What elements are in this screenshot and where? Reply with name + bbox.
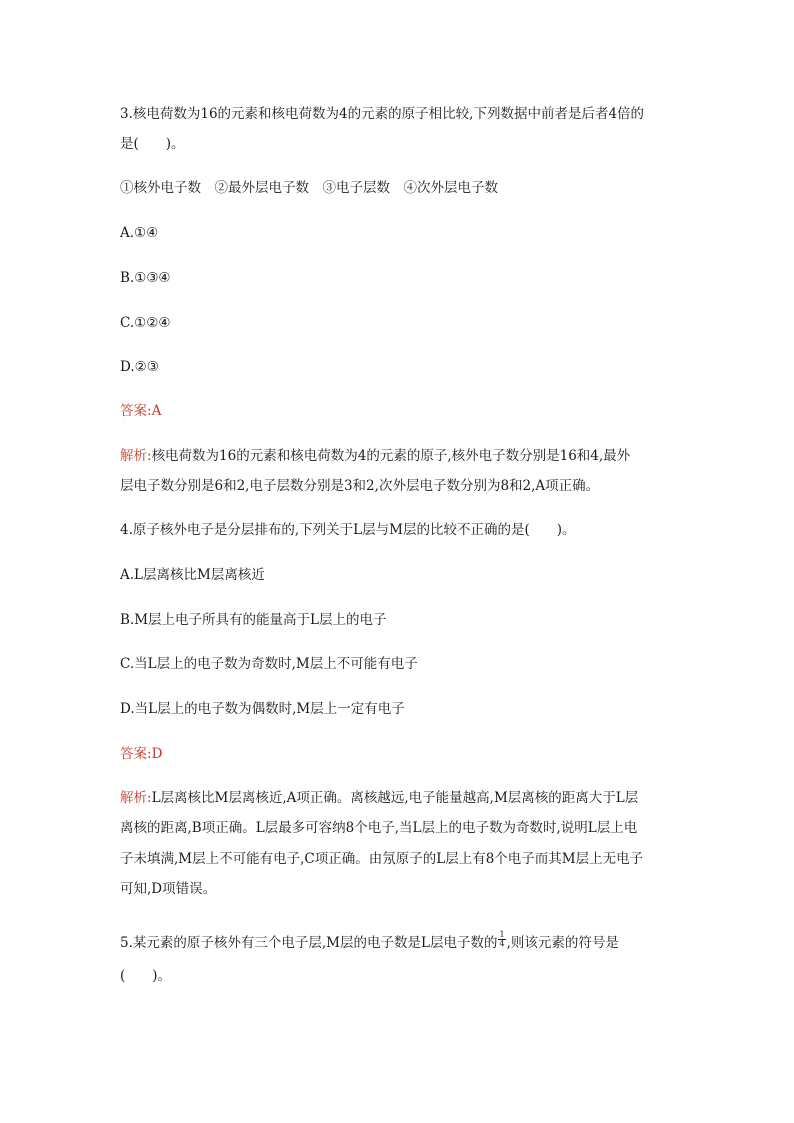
q3-stem-line1: 3.核电荷数为16的元素和核电荷数为4的元素的原子相比较,下列数据中前者是后者4倍的 <box>120 106 645 122</box>
q4-analysis-text1: L层离核比M层离核近,A项正确。离核越远,电子能量越高,M层离核的距离大于L层 <box>151 790 639 806</box>
q4-answer <box>120 744 162 764</box>
q5-stem-after: ,则该元素的符号是 <box>506 935 619 951</box>
q5-stem-line2: ( )。 <box>120 968 172 984</box>
q3-stem-line2: 是( )。 <box>120 136 185 152</box>
q5-stem-line1 <box>120 930 619 953</box>
q4-stem: 4.原子核外电子是分层排布的,下列关于L层与M层的比较不正确的是( )。 <box>120 522 576 538</box>
q3-answer-value: A <box>151 403 162 419</box>
q4-answer-value: D <box>151 746 163 762</box>
q3-option-d: D.②③ <box>120 359 159 375</box>
q4-answer-label: 答案: <box>120 746 152 762</box>
q4-option-d: D.当L层上的电子数为偶数时,M层上一定有电子 <box>120 701 405 717</box>
q4-option-c: C.当L层上的电子数为奇数时,M层上不可能有电子 <box>120 656 418 672</box>
q5-fraction-numerator: 1 <box>499 930 505 939</box>
q3-analysis-line1 <box>120 446 630 466</box>
q5-fraction <box>498 931 505 948</box>
q4-analysis-line1 <box>120 788 638 808</box>
q3-analysis-text1: 核电荷数为16的元素和核电荷数为4的元素的原子,核外电子数分别是16和4,最外 <box>151 448 631 464</box>
q3-option-b: B.①③④ <box>120 270 171 286</box>
q3-answer <box>120 401 161 421</box>
q3-analysis-label: 解析: <box>120 448 152 464</box>
q3-answer-label: 答案: <box>120 403 152 419</box>
q3-option-a: A.①④ <box>120 225 159 241</box>
q4-analysis-label: 解析: <box>120 790 152 806</box>
q5-stem-before: 5.某元素的原子核外有三个电子层,M层的电子数是L层电子数的 <box>120 935 498 951</box>
q5-fraction-denominator: 4 <box>499 939 505 948</box>
q4-analysis-line3: 子未填满,M层上不可能有电子,C项正确。由氖原子的L层上有8个电子而其M层上无电子 <box>120 851 644 867</box>
q4-option-b: B.M层上电子所具有的能量高于L层上的电子 <box>120 612 387 628</box>
q4-option-a: A.L层离核比M层离核近 <box>120 567 265 583</box>
q4-analysis-line4: 可知,D项错误。 <box>120 881 217 897</box>
q4-analysis-line2: 离核的距离,B项正确。L层最多可容纳8个电子,当L层上的电子数为奇数时,说明L层上电 <box>120 820 638 836</box>
q3-option-c: C.①②④ <box>120 315 171 331</box>
q3-analysis-line2: 层电子数分别是6和2,电子层数分别是3和2,次外层电子数分别为8和2,A项正确。 <box>120 478 600 494</box>
q3-items: ①核外电子数 ②最外层电子数 ③电子层数 ④次外层电子数 <box>120 180 498 196</box>
